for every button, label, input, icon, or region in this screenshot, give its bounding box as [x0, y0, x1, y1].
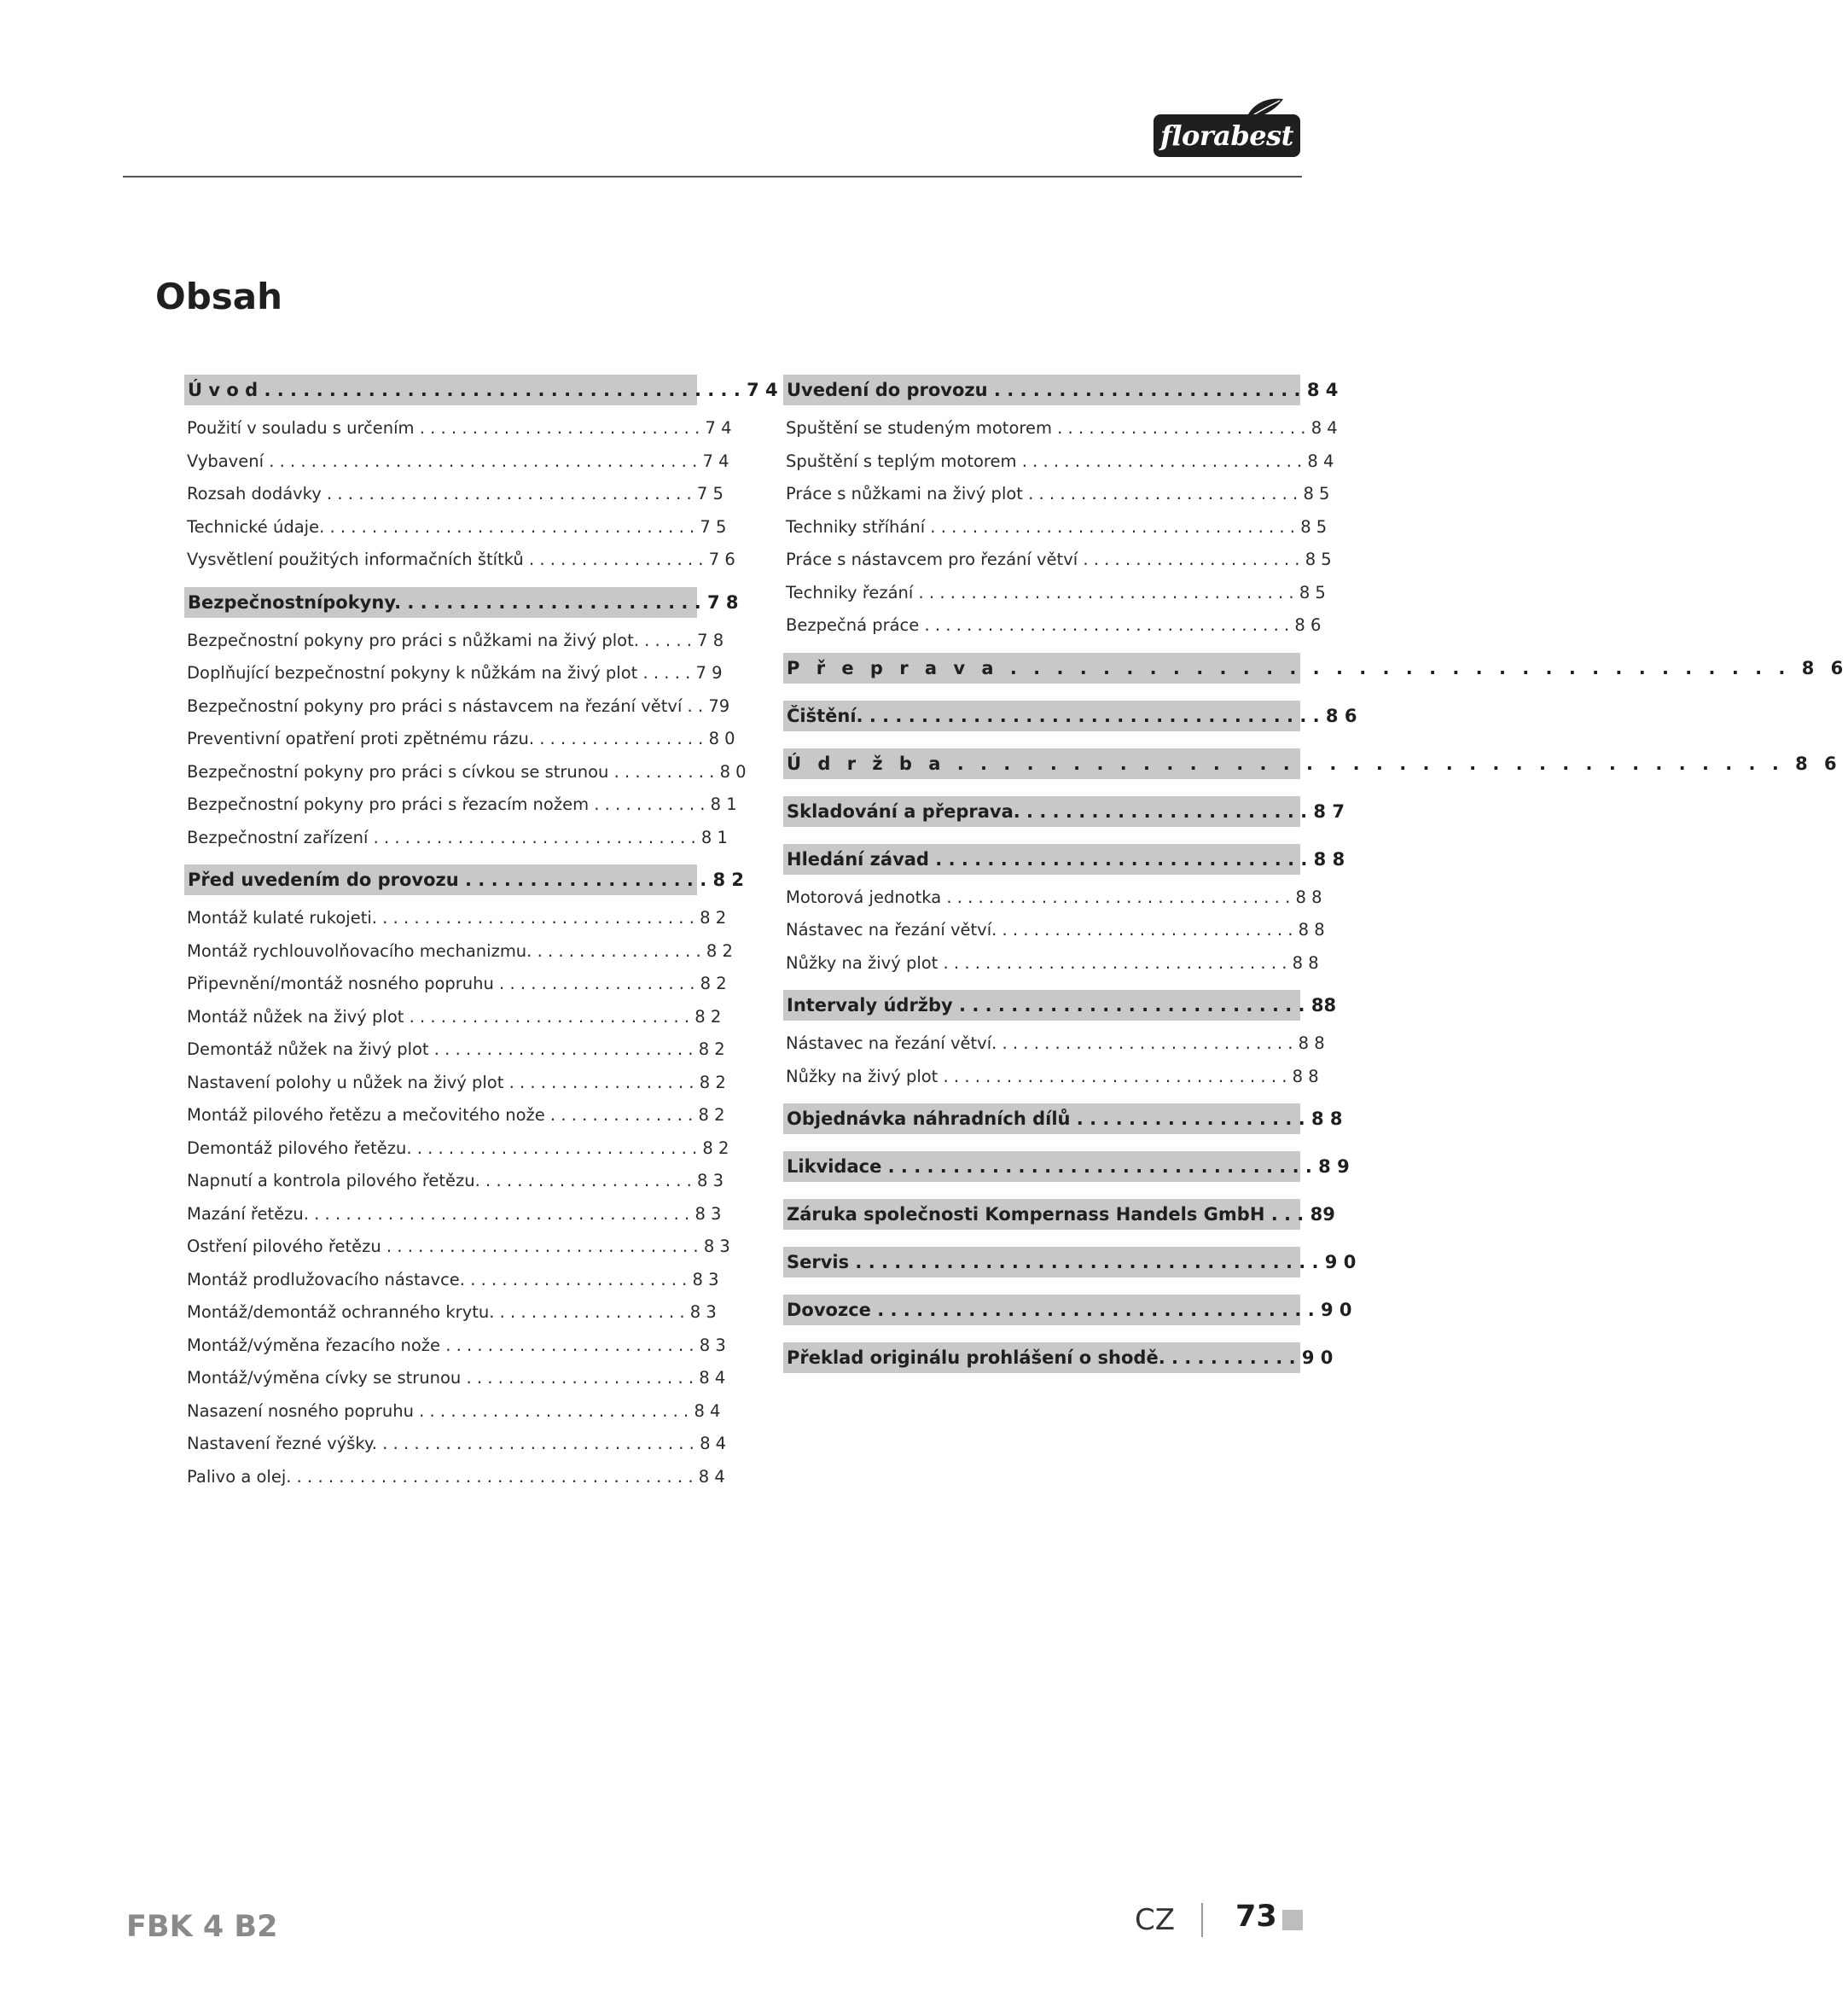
- toc-section-heading: Před uvedením do provozu . . . . . . . . . . . . . . . . . . . 8 2: [184, 864, 697, 895]
- spacer: [783, 1141, 1300, 1151]
- spacer: [783, 1182, 1300, 1189]
- page-title: Obsah: [155, 276, 283, 317]
- toc-section-heading: Záruka společnosti Kompernass Handels GmbH . . . 89: [783, 1199, 1300, 1230]
- florabest-logo: [1154, 97, 1300, 164]
- toc-section-heading: Intervaly údržby . . . . . . . . . . . . . . . . . . . . . . . . . . . 88: [783, 990, 1300, 1021]
- model-name: FBK 4 B2: [126, 1910, 278, 1944]
- toc-entry: Preventivní opatření proti zpětnému rázu. . . . . . . . . . . . . . . . . 8 0: [187, 729, 735, 748]
- page-marker: [1282, 1910, 1303, 1930]
- toc-entry: Montáž/výměna řezacího nože . . . . . . . . . . . . . . . . . . . . . . . . 8 3: [187, 1335, 726, 1355]
- toc-entry: Spuštění se studeným motorem . . . . . . . . . . . . . . . . . . . . . . . . 8 4: [786, 418, 1338, 438]
- toc-entry: Montáž pilového řetězu a mečovitého nože . . . . . . . . . . . . . . 8 2: [187, 1105, 725, 1125]
- spacer: [783, 1325, 1300, 1332]
- toc-section-heading: Čištění. . . . . . . . . . . . . . . . . . . . . . . . . . . . . . . . . . . . 8 6: [783, 701, 1300, 731]
- footer-separator: [1201, 1903, 1203, 1937]
- toc-entry: Připevnění/montáž nosného popruhu . . . . . . . . . . . . . . . . . . . 8 2: [187, 974, 727, 993]
- toc-entry: Bezpečnostní zařízení . . . . . . . . . . . . . . . . . . . . . . . . . . . . . . . 8 1: [187, 827, 728, 847]
- toc-entry: Demontáž nůžek na živý plot . . . . . . . . . . . . . . . . . . . . . . . . . 8 2: [187, 1039, 725, 1059]
- toc-entry: Nástavec na řezání větví. . . . . . . . . . . . . . . . . . . . . . . . . . . . . 8 8: [786, 920, 1325, 940]
- toc-entry: Techniky stříhání . . . . . . . . . . . . . . . . . . . . . . . . . . . . . . . . . . . 8 5: [786, 516, 1328, 537]
- spacer: [783, 1284, 1300, 1295]
- spacer: [783, 1021, 1300, 1027]
- toc-section-heading: Překlad originálu prohlášení o shodě. . . . . . . . . . . 9 0: [783, 1342, 1300, 1373]
- toc-entry: Technické údaje. . . . . . . . . . . . . . . . . . . . . . . . . . . . . . . . . . . . 7 5: [187, 516, 727, 537]
- toc-entry: Motorová jednotka . . . . . . . . . . . . . . . . . . . . . . . . . . . . . . . . . 8 8: [786, 887, 1322, 907]
- toc-entry: Demontáž pilového řetězu. . . . . . . . . . . . . . . . . . . . . . . . . . . . 8 2: [187, 1138, 729, 1158]
- toc-entry: Nastavení polohy u nůžek na živý plot . . . . . . . . . . . . . . . . . . 8 2: [187, 1072, 726, 1092]
- toc-entry: Použití v souladu s určením . . . . . . . . . . . . . . . . . . . . . . . . . . . 7 4: [187, 418, 732, 438]
- toc-entry: Nasazení nosného popruhu . . . . . . . . . . . . . . . . . . . . . . . . . . 8 4: [187, 1400, 721, 1421]
- toc-section-heading: Hledání závad . . . . . . . . . . . . . . . . . . . . . . . . . . . . . 8 8: [783, 844, 1300, 875]
- toc-right-column: [783, 375, 1848, 1380]
- toc-entry: Vybavení . . . . . . . . . . . . . . . . . . . . . . . . . . . . . . . . . . . . . . . . . 7 4: [187, 451, 729, 471]
- toc-entry: Bezpečnostní pokyny pro práci s cívkou se strunou . . . . . . . . . . 8 0: [187, 761, 747, 782]
- toc-entry: Palivo a olej. . . . . . . . . . . . . . . . . . . . . . . . . . . . . . . . . . . . . . . 8 4: [187, 1466, 725, 1487]
- toc-entry: Práce s nůžkami na živý plot . . . . . . . . . . . . . . . . . . . . . . . . . . 8 5: [786, 484, 1330, 503]
- toc-entry: Bezpečnostní pokyny pro práci s řezacím nožem . . . . . . . . . . . 8 1: [187, 794, 737, 814]
- spacer: [783, 1277, 1300, 1284]
- spacer: [184, 895, 697, 902]
- toc-entry: Techniky řezání . . . . . . . . . . . . . . . . . . . . . . . . . . . . . . . . . . . . 8 5: [786, 582, 1326, 602]
- toc-entry: Bezpečná práce . . . . . . . . . . . . . . . . . . . . . . . . . . . . . . . . . . . 8 6: [786, 615, 1322, 635]
- toc-entry: Vysvětlení použitých informačních štítků . . . . . . . . . . . . . . . . . 7 6: [187, 550, 735, 569]
- toc-entry: Spuštění s teplým motorem . . . . . . . . . . . . . . . . . . . . . . . . . . . 8 4: [786, 451, 1334, 471]
- toc-entry: Rozsah dodávky . . . . . . . . . . . . . . . . . . . . . . . . . . . . . . . . . . . 7 5: [187, 484, 724, 503]
- spacer: [783, 1237, 1300, 1247]
- toc-section-heading: Dovozce . . . . . . . . . . . . . . . . . . . . . . . . . . . . . . . . . . 9 0: [783, 1295, 1300, 1325]
- toc-entry: Montáž/demontáž ochranného krytu. . . . . . . . . . . . . . . . . . . 8 3: [187, 1302, 717, 1322]
- toc-section-heading: Servis . . . . . . . . . . . . . . . . . . . . . . . . . . . . . . . . . . . . 9 0: [783, 1247, 1300, 1277]
- spacer: [783, 980, 1300, 990]
- toc-entry: Práce s nástavcem pro řezání větví . . . . . . . . . . . . . . . . . . . . . 8 5: [786, 550, 1332, 569]
- logo-text: florabest: [1154, 114, 1300, 157]
- spacer: [783, 1230, 1300, 1237]
- toc-entry: Montáž/výměna cívky se strunou . . . . . . . . . . . . . . . . . . . . . . 8 4: [187, 1368, 726, 1388]
- toc-entry: Mazání řetězu. . . . . . . . . . . . . . . . . . . . . . . . . . . . . . . . . . . . . 8 3: [187, 1203, 722, 1224]
- spacer: [783, 1093, 1300, 1103]
- toc-entry: Montáž prodlužovacího nástavce. . . . . . . . . . . . . . . . . . . . . . 8 3: [187, 1269, 719, 1289]
- toc-entry: Nastavení řezné výšky. . . . . . . . . . . . . . . . . . . . . . . . . . . . . . . 8 4: [187, 1434, 727, 1453]
- toc-section-heading: Skladování a přeprava. . . . . . . . . . . . . . . . . . . . . . . 8 7: [783, 796, 1300, 827]
- toc-entry: Doplňující bezpečnostní pokyny k nůžkám na živý plot . . . . . 7 9: [187, 663, 723, 683]
- spacer: [783, 834, 1300, 844]
- spacer: [783, 779, 1300, 786]
- toc-entry: Montáž nůžek na živý plot . . . . . . . . . . . . . . . . . . . . . . . . . . . 8 2: [187, 1006, 722, 1027]
- spacer: [783, 405, 1300, 412]
- toc-entry: Napnutí a kontrola pilového řetězu. . . . . . . . . . . . . . . . . . . . . 8 3: [187, 1171, 724, 1190]
- toc-entry: Ostření pilového řetězu . . . . . . . . . . . . . . . . . . . . . . . . . . . . . . 8 3: [187, 1237, 730, 1256]
- toc-section-heading: Ú v o d . . . . . . . . . . . . . . . . . . . . . . . . . . . . . . . . . . . . . 7 4: [184, 375, 697, 405]
- toc-section-heading: Ú d r ž b a . . . . . . . . . . . . . . . . . . . . . . . . . . . . . . . . . . . . 8 6: [783, 748, 1300, 779]
- spacer: [783, 684, 1300, 690]
- spacer: [783, 1189, 1300, 1199]
- spacer: [184, 577, 697, 587]
- spacer: [783, 690, 1300, 701]
- toc-section-heading: Bezpečnostnípokyny. . . . . . . . . . . . . . . . . . . . . . . . 7 8: [184, 587, 697, 618]
- toc-entry: Montáž rychlouvolňovacího mechanizmu. . . . . . . . . . . . . . . . . 8 2: [187, 940, 733, 961]
- toc-section-heading: Likvidace . . . . . . . . . . . . . . . . . . . . . . . . . . . . . . . . . 8 9: [783, 1151, 1300, 1182]
- spacer: [783, 786, 1300, 796]
- toc-section-heading: P ř e p r a v a . . . . . . . . . . . . . . . . . . . . . . . . . . . . . . . . . . 8 6: [783, 653, 1300, 684]
- spacer: [783, 827, 1300, 834]
- spacer: [184, 618, 697, 625]
- toc-left-column: [184, 375, 778, 1493]
- spacer: [783, 731, 1300, 738]
- toc-section-heading: Objednávka náhradních dílů . . . . . . . . . . . . . . . . . . 8 8: [783, 1103, 1300, 1134]
- toc-entry: Bezpečnostní pokyny pro práci s nůžkami na živý plot. . . . . . 7 8: [187, 630, 724, 650]
- spacer: [184, 854, 697, 864]
- spacer: [783, 1134, 1300, 1141]
- toc-entry: Montáž kulaté rukojeti. . . . . . . . . . . . . . . . . . . . . . . . . . . . . . . 8 2: [187, 908, 727, 928]
- toc-entry: Nůžky na živý plot . . . . . . . . . . . . . . . . . . . . . . . . . . . . . . . . . 8 8: [786, 1066, 1319, 1086]
- toc-entry: Nástavec na řezání větví. . . . . . . . . . . . . . . . . . . . . . . . . . . . . 8 8: [786, 1033, 1325, 1053]
- toc-entry: Bezpečnostní pokyny pro práci s nástavcem na řezání větví . . 79: [187, 695, 730, 716]
- page-number: 73: [1235, 1900, 1277, 1934]
- spacer: [783, 875, 1300, 882]
- spacer: [783, 643, 1300, 653]
- toc-entry: Nůžky na živý plot . . . . . . . . . . . . . . . . . . . . . . . . . . . . . . . . . 8 8: [786, 952, 1319, 973]
- spacer: [783, 738, 1300, 748]
- spacer: [783, 1332, 1300, 1342]
- header-rule: [123, 176, 1302, 177]
- language-code: CZ: [1135, 1903, 1176, 1937]
- spacer: [184, 405, 697, 412]
- toc-section-heading: Uvedení do provozu . . . . . . . . . . . . . . . . . . . . . . . . 8 4: [783, 375, 1300, 405]
- spacer: [783, 1373, 1300, 1380]
